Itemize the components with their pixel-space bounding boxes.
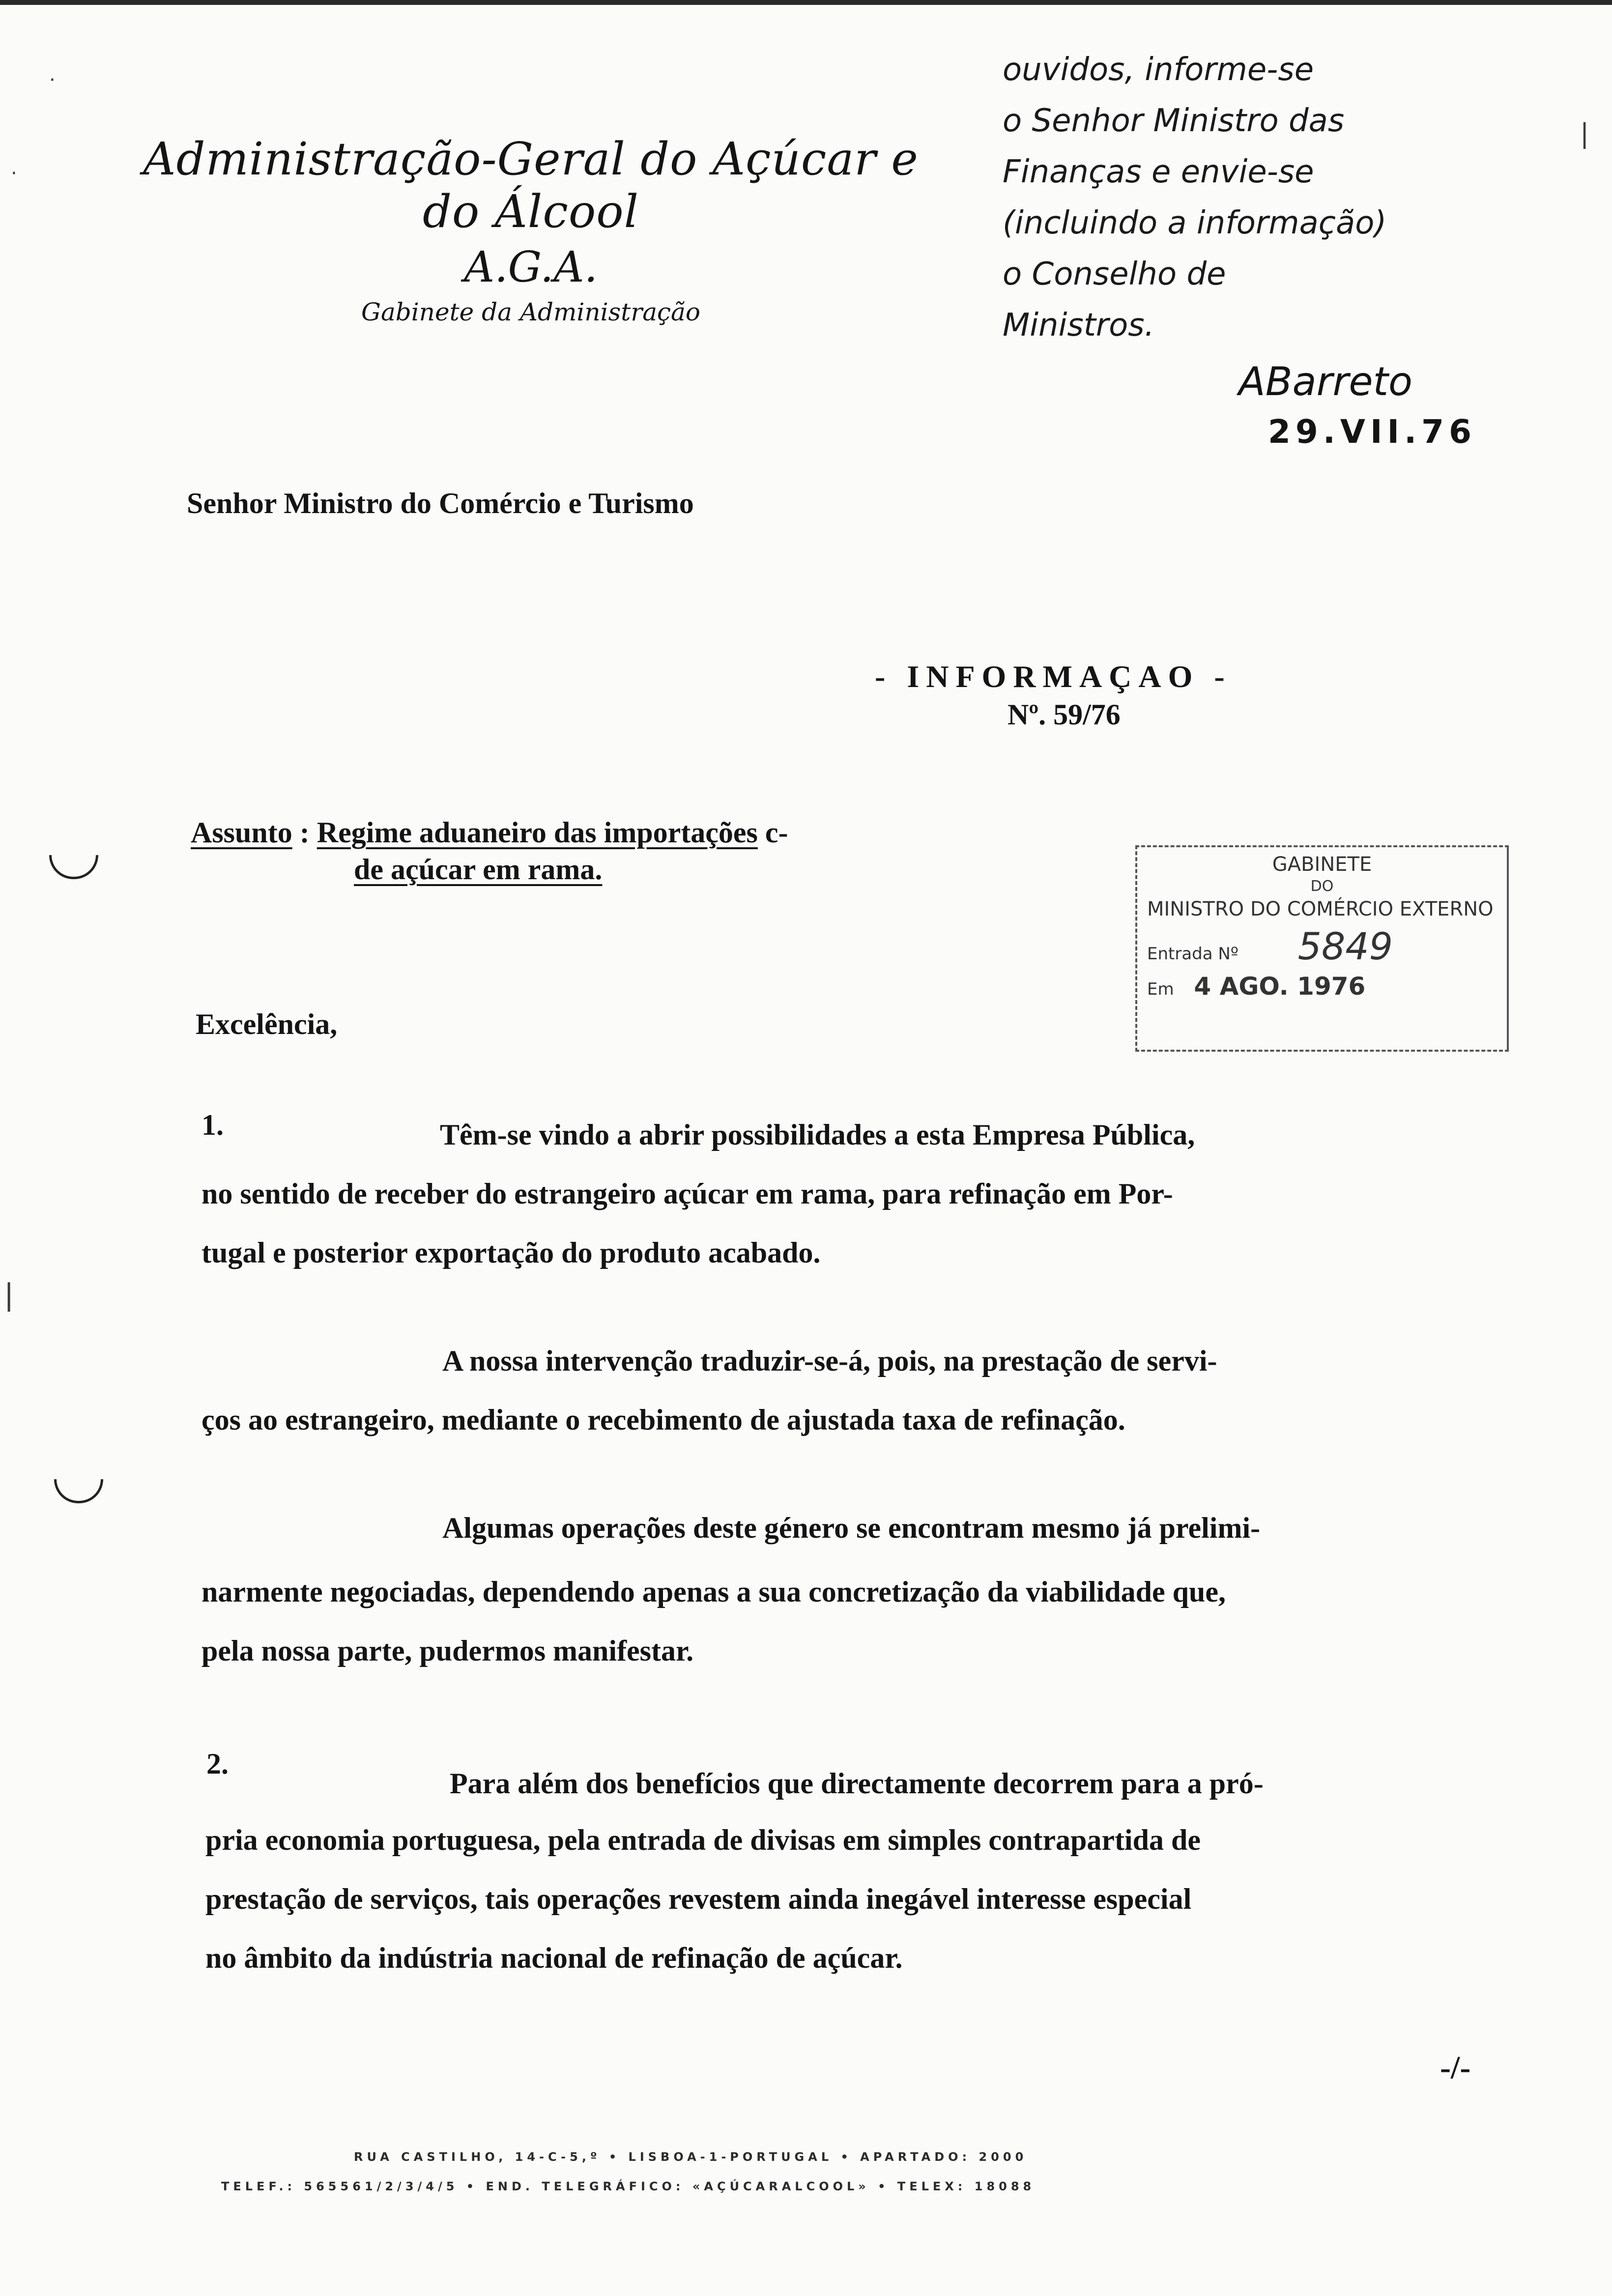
margin-curve-mark bbox=[54, 1479, 103, 1503]
stamp-date: 4 AGO. 1976 bbox=[1194, 972, 1366, 1001]
paragraph-line: prestação de serviços, tais operações revestem ainda inegável interesse especial bbox=[205, 1883, 1192, 1915]
continuation-mark: -/- bbox=[1440, 2050, 1471, 2086]
paragraph-line: Para além dos benefícios que directamente decorrem para a pró- bbox=[450, 1767, 1264, 1800]
paragraph-line: Algumas operações deste género se encontram mesmo já prelimi- bbox=[442, 1512, 1261, 1544]
registry-stamp bbox=[1135, 845, 1509, 1052]
subject-line-1 bbox=[191, 816, 788, 850]
stamp-date-row bbox=[1147, 972, 1497, 1001]
paragraph-line: pela nossa parte, pudermos manifestar. bbox=[202, 1635, 694, 1667]
info-number: Nº. 59/76 bbox=[1008, 698, 1121, 731]
subject-label: Assunto bbox=[191, 816, 292, 849]
paragraph-line: ços ao estrangeiro, mediante o recebimento de ajustada taxa de refinação. bbox=[202, 1404, 1125, 1436]
paragraph-line: A nossa intervenção traduzir-se-á, pois, na prestação de servi- bbox=[442, 1345, 1217, 1377]
note-line: o Conselho de bbox=[1003, 256, 1226, 292]
section-number-2: 2. bbox=[206, 1748, 229, 1780]
section-number-1: 1. bbox=[202, 1109, 224, 1141]
subject-separator: : bbox=[299, 816, 310, 849]
top-border-rule bbox=[0, 0, 1612, 5]
addressee: Senhor Ministro do Comércio e Turismo bbox=[187, 487, 694, 519]
stamp-entry-number: 5849 bbox=[1297, 924, 1393, 968]
footer-address: RUA CASTILHO, 14-C-5,º • LISBOA-1-PORTUGAL • APARTADO: 2000 bbox=[354, 2150, 1028, 2164]
stamp-line-1: GABINETE bbox=[1272, 853, 1372, 876]
subject-text-2: de açúcar em rama. bbox=[354, 853, 603, 886]
margin-curve-mark bbox=[49, 855, 98, 879]
subject-line-2 bbox=[354, 853, 602, 887]
stamp-date-label: Em bbox=[1147, 979, 1174, 999]
letterhead-organization: Administração-Geral do Açúcar e do Álcool bbox=[143, 133, 919, 238]
subject-text-1: Regime aduaneiro das importações bbox=[317, 816, 758, 849]
letterhead-abbreviation: A.G.A. bbox=[464, 243, 598, 292]
margin-dot: · bbox=[11, 162, 17, 185]
note-line: (incluindo a informação) bbox=[1003, 205, 1387, 241]
letterhead bbox=[113, 133, 949, 326]
note-signature: ABarreto bbox=[1238, 359, 1412, 404]
stamp-entry-row bbox=[1147, 924, 1497, 968]
handwritten-note bbox=[1003, 44, 1568, 351]
margin-dot: · bbox=[49, 69, 56, 91]
note-date: 29.VII.76 bbox=[1268, 413, 1477, 451]
info-title: - INFORMAÇAO - bbox=[875, 659, 1232, 694]
paragraph-line: Têm-se vindo a abrir possibilidades a esta Empresa Pública, bbox=[440, 1119, 1195, 1151]
margin-tick: | bbox=[4, 1278, 14, 1312]
footer-contacts: TELEF.: 565561/2/3/4/5 • END. TELEGRÁFICO: «AÇÚCARALCOOL» • TELEX: 18088 bbox=[221, 2180, 1036, 2193]
paragraph-line: pria economia portuguesa, pela entrada de divisas em simples contrapartida de bbox=[205, 1824, 1201, 1856]
paragraph-line: no âmbito da indústria nacional de refinação de açúcar. bbox=[205, 1942, 903, 1974]
subject-tail-mark: c- bbox=[765, 816, 788, 849]
salutation: Excelência, bbox=[196, 1008, 338, 1040]
note-line: o Senhor Ministro das bbox=[1003, 103, 1345, 139]
stamp-line-2: DO bbox=[1310, 878, 1334, 895]
margin-tick: | bbox=[1580, 118, 1589, 149]
paragraph-line: narmente negociadas, dependendo apenas a sua concretização da viabilidade que, bbox=[202, 1576, 1226, 1608]
stamp-line-3: MINISTRO DO COMÉRCIO EXTERNO bbox=[1147, 898, 1494, 920]
note-line: Ministros. bbox=[1003, 307, 1154, 344]
paragraph-line: tugal e posterior exportação do produto acabado. bbox=[202, 1236, 821, 1269]
note-line: Finanças e envie-se bbox=[1003, 154, 1314, 190]
paragraph-line: no sentido de receber do estrangeiro açúcar em rama, para refinação em Por- bbox=[202, 1177, 1173, 1210]
note-line: ouvidos, informe-se bbox=[1003, 52, 1314, 88]
letterhead-department: Gabinete da Administração bbox=[361, 298, 700, 326]
stamp-entry-label: Entrada Nº bbox=[1147, 944, 1238, 964]
